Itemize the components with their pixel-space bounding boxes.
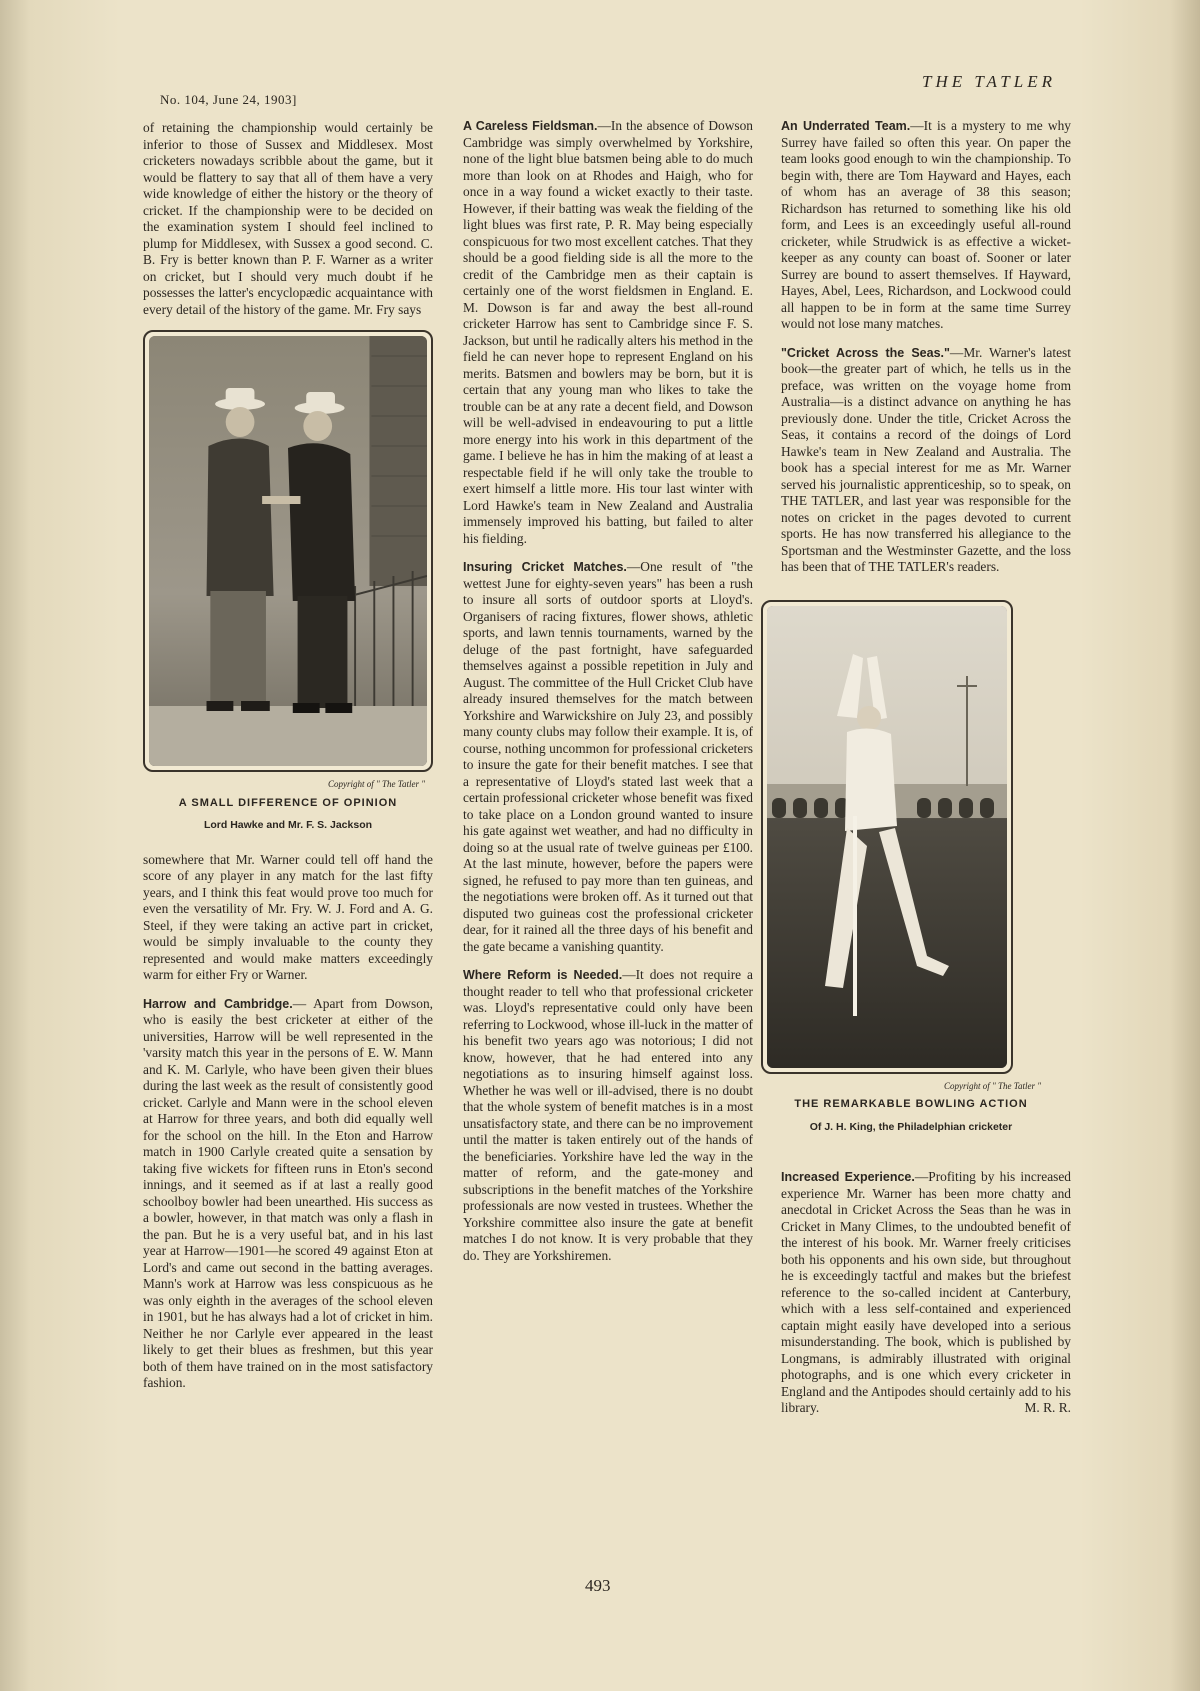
photo1-caption-subtitle: Lord Hawke and Mr. F. S. Jackson [203, 819, 373, 831]
col2-p2-body: —One result of "the wettest June for eighty-seven years" has been a rush to insure all sorts of outdoor sports at Lloyd's. Organisers of racing fixtures, flower shows, athletic sports, and lawn tennis tournaments, warned by the deluge of the past fortnight, have safeguarded themselves against a possible repetition in July and August. The committee of the Hull Cricket Club have already insured themselves for the match between Yorkshire and Warwickshire on July 23, and possibly many county clubs may follow their example. It is, of course, nothing uncommon for professional cricketers to insure the gate for their benefit matches. I see that a representative of Lloyd's stated last week that a certain professional cricketer whose benefit was fixed to take place on a London ground wanted to insure his gate against wet weather, and had no difficulty in doing so at the usual rate of twelve guineas per £100. At the last minute, however, before the papers were signed, he refused to pay more than ten guineas, and the negotiations were broken off. As it turned out that disputed two guineas cost the professional cricketer dear, for it rained all the three days of his benefit and the gate became a vanishing quantity. [463, 559, 753, 954]
col1-p3-body: — Apart from Dowson, who is easily the best cricketer at either of the universities, Harrow will be well represented in the 'varsity match this year in the persons of E. W. Mann and K. M. Carlyle, who have been given their blues during the last week as the result of consistently good cricket. Carlyle and Mann were in the school eleven at Harrow for three years, and both did equally well for the school on the hill. In the Eton and Harrow match in 1900 Carlyle created quite a sensation by taking five wickets for fifteen runs in Eton's second innings, and it seemed as if at last a really good schoolboy bowler had been unearthed. His success as a bowler, however, in that match was only a flash in the pan. But he is a very useful bat, and in his last year at Harrow—1901—he scored 49 against Eton at Lord's and came out second in the batting averages. Mann's work at Harrow was less conspicuous as he was only eighth in the averages of the school eleven in 1901, but he has always had a lot of cricket in him. Neither he nor Carlyle ever appeared in the least likely to get their blues as freshmen, but this year both of them have trained on in the most satisfactory fashion. [143, 995, 433, 1390]
col2-p2-lead: Insuring Cricket Matches. [463, 560, 627, 574]
col3-p3-lead: Increased Experience. [781, 1170, 915, 1184]
issue-header: No. 104, June 24, 1903] [160, 92, 297, 107]
col3-paragraph-3 [781, 1169, 1071, 1417]
photo2-caption-title: THE REMARKABLE BOWLING ACTION [794, 1098, 1028, 1110]
col3-p1-lead: An Underrated Team. [781, 119, 911, 133]
col1-paragraph-3 [143, 996, 433, 1392]
col3-paragraph-1 [781, 118, 1071, 333]
col1-paragraph-2: somewhere that Mr. Warner could tell off hand the score of any player in any match for the last fifty years, and I think this feat would prove too much for even the versatility of Mr. Fry. W. J. Ford and A. G. Steel, if they were taking an active part in cricket, would be simply invaluable to the county they represented and would make matters exceedingly warm for either Fry or Warner. [143, 851, 433, 982]
photo2-caption-subtitle: Of J. H. King, the Philadelphian cricketer [809, 1120, 1013, 1133]
photo-frame-hawke-jackson [143, 330, 433, 772]
col2-p1-lead: A Careless Fieldsman. [463, 119, 598, 133]
col3-p1-body: —It is a mystery to me why Surrey have failed so often this year. On paper the team looks good enough to win the championship. To begin with, there are Tom Hayward and Hayes, each of whom has an average of 38 this season; Richardson has returned to something like his old form, and Lees is an exceedingly useful all-round cricketer, while Strudwick is as effective a wicket-keeper as any county can boast of. Sooner or later Surrey are bound to assert themselves. If Hayward, Hayes, Abel, Lees, Richardson, and Lockwood could all happen to be in form at the same time Surrey would not lose many matches. [781, 118, 1071, 331]
photo-king-bowling [767, 606, 1007, 1068]
col3-p2-body: —Mr. Warner's latest book—the greater part of which, he tells us in the preface, was written on the voyage home from Australia—is a distinct advance on anything he has previously done. Under the title, Cricket Across the Seas, it contains a record of the doings of Lord Hawke's team in New Zealand and Australia. The book has a special interest for me as Mr. Warner served his journalistic apprenticeship, so to speak, on THE TATLER, and last year was responsible for the notes on cricket in the pages devoted to current sports. He has now transferred his allegiance to the Sportsman and the Westminster Gazette, and the loss has been that of THE TATLER's readers. [781, 344, 1071, 574]
col1-paragraph-1: of retaining the championship would certainly be inferior to those of Sussex and Middlesex. Most cricketers nowadays scribble about the game, but it would be flattery to say that all of them have a very wide knowledge of either the history or the theory of cricket. If the championship were to be decided on the examination system I should feel inclined to plump for Middlesex, with Sussex a good second. C. B. Fry is better known than P. F. Warner as a writer on cricket, but I should very much doubt if he possesses the latter's encyclopædic acquaintance with every detail of the history of the game. Mr. Fry says [143, 120, 433, 317]
col3-p3-body: —Profiting by his increased experience Mr. Warner has been more chatty and anecdotal in Cricket Across the Seas than he was in Cricket in Many Climes, to the undoubted benefit of the interest of his book. Mr. Warner freely criticises both his opponents and his own side, but throughout he is exceedingly tactful and makes but the briefest reference to the so-called incident at Canterbury, which with a less self-contained and experienced captain might easily have developed into a serious misunderstanding. The book, which is published by Longmans, is admirably illustrated with original photographs, and is one which every cricketer in England and the Antipodes should certainly add to his library. [781, 1169, 1071, 1415]
col2-p1-body: —In the absence of Dowson Cambridge was simply overwhelmed by Yorkshire, none of the light blue batsmen being able to do much more than look on at Rhodes and Haigh, who for once in a way found a wicket exactly to their taste. However, if their batting was weak the fielding of the light blues was first rate, P. R. May being especially conspicuous for two most excellent catches. That they should be a good fielding side is all the more to the credit of the Cambridge men as their captain is certainly one of the worst fieldsmen in England. E. M. Dowson is far and away the best all-round cricketer Harrow has sent to Cambridge since F. S. Jackson, but until he radically alters his method in the field he can never hope to represent England on his merits. Batsmen and bowlers may be born, but it is certain that any young man who likes to take the trouble can be at any rate a decent field, and Dowson will be well-advised in endeavouring to put a little more energy into his work in this department of the game. I believe he has in him the making of at least a respectable field if he will only take the trouble to exert himself a little more. His tour last winter with Lord Hawke's team in New Zealand and Australia immensely improved his batting, but failed to alter his fielding. [463, 118, 753, 546]
photo1-copyright: Copyright of " The Tatler " [328, 779, 425, 789]
photo-frame-king-bowling [761, 600, 1013, 1074]
col1-p3-lead: Harrow and Cambridge. [143, 996, 293, 1011]
magazine-title: THE TATLER [922, 72, 1056, 91]
column-2 [463, 118, 753, 1276]
col2-paragraph-1 [463, 118, 753, 547]
col2-paragraph-2 [463, 559, 753, 955]
col2-paragraph-3 [463, 967, 753, 1264]
col3-paragraph-2 [781, 345, 1071, 576]
col3-p2-lead: "Cricket Across the Seas." [781, 345, 950, 360]
page-number: 493 [585, 1576, 611, 1595]
col2-p3-body: —It does not require a thought reader to tell who that professional cricketer was. Lloyd's representative could only have been referring to Lockwood, whose ill-luck in the matter of his benefit two years ago was notorious; I did not know, however, that he had entered into any negotiations as to insuring himself against loss. Whether he was well or ill-advised, there is no doubt that the whole system of benefit matches is in a most unsatisfactory state, and there can be no improvement until the matter is taken entirely out of the hands of the beneficiaries. Yorkshire have led the way in the matter of reform, and the gate-money and subscriptions in the benefit matches of the Yorkshire professionals are now vested in trustees. Whether the Yorkshire committee also insure the gate at benefit matches I do not know. It is very probable that they do. They are Yorkshiremen. [463, 967, 753, 1263]
photo1-caption-title: A SMALL DIFFERENCE OF OPINION [178, 796, 398, 809]
column-1 [143, 120, 433, 1404]
author-signature: M. R. R. [1024, 1400, 1071, 1415]
photo-hawke-jackson [149, 336, 427, 766]
photo2-copyright: Copyright of " The Tatler " [944, 1080, 1041, 1091]
col2-p3-lead: Where Reform is Needed. [463, 968, 623, 982]
column-3 [781, 118, 1071, 1429]
